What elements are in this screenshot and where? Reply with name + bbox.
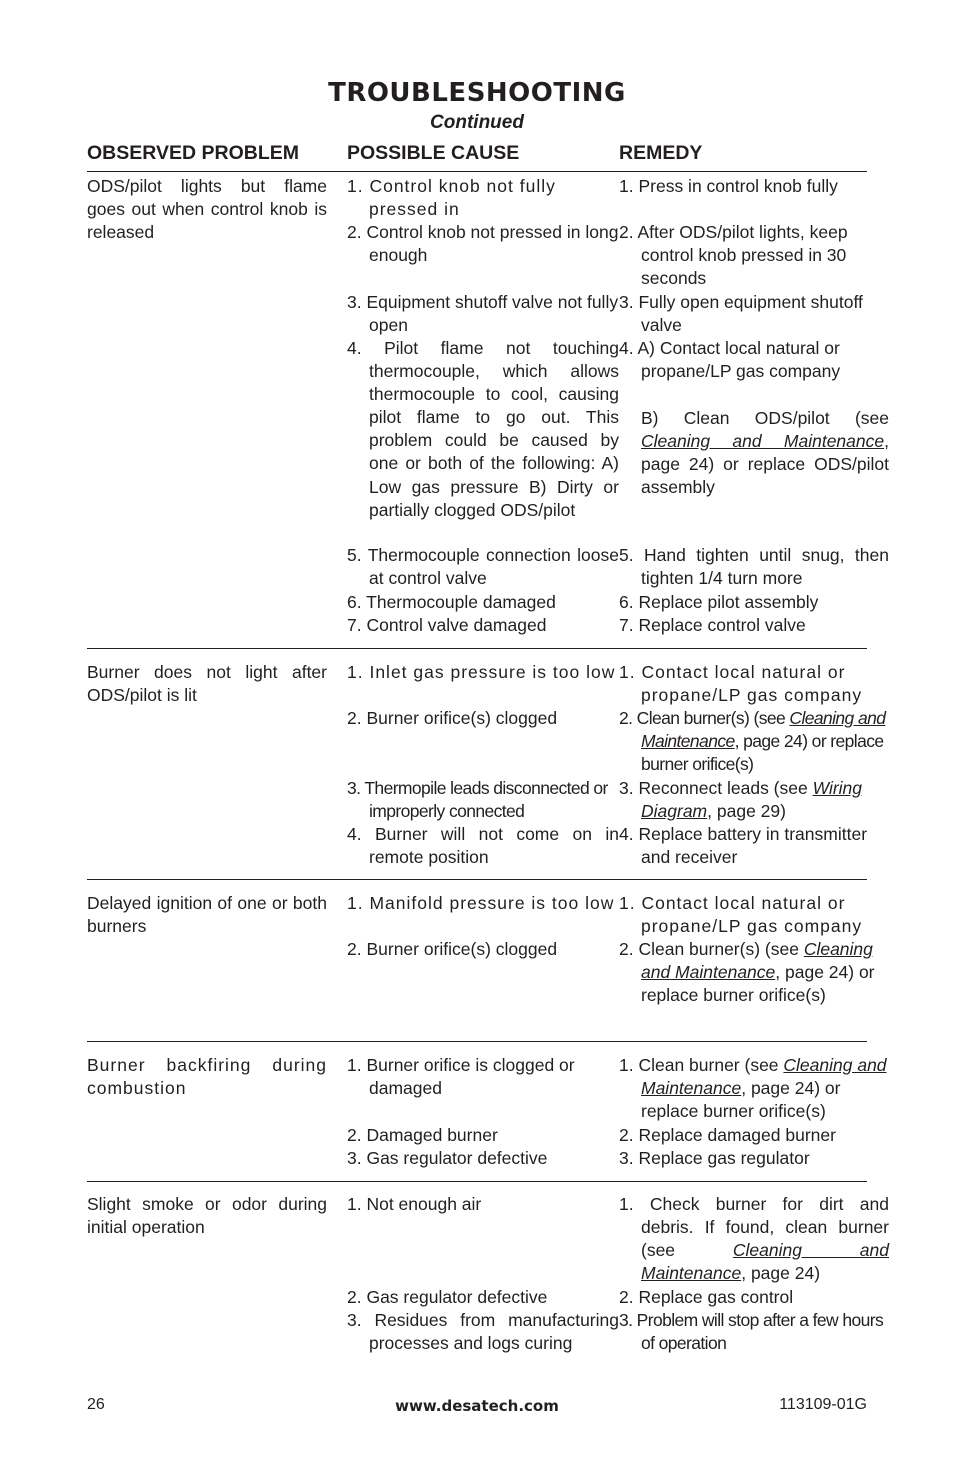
- remedy-item: 3. Reconnect leads (see Wiring Diagram, page 29): [619, 778, 863, 822]
- possible-cause-item: 6. Thermocouple damaged: [347, 592, 556, 612]
- remedy-item: 2. Clean burner(s) (see Cleaning and Maintenance, page 24) or replace burner orifice(s): [619, 708, 886, 775]
- remedy-item: 6. Replace pilot assembly: [619, 592, 819, 612]
- remedy-item: 1. Clean burner (see Cleaning and Maintenance, page 24) or replace burner orifice(s): [619, 1055, 887, 1122]
- observed-problem-text: Slight smoke or odor during initial operation: [87, 1194, 327, 1238]
- remedy-item: 4. A) Contact local natural or propane/LP gas company: [619, 338, 841, 382]
- possible-cause-item: 3. Thermopile leads disconnected or improperly connected: [347, 778, 608, 822]
- column-header-remedy: REMEDY: [619, 142, 703, 164]
- possible-cause-item: 7. Control valve damaged: [347, 615, 547, 635]
- remedy-item: 2. Replace gas control: [619, 1287, 794, 1307]
- cross-reference: Cleaning and Maintenance: [641, 431, 885, 452]
- row-divider: [87, 1041, 867, 1042]
- observed-problem-text: Burner backfiring during combustion: [87, 1055, 327, 1099]
- row-divider: [87, 648, 867, 649]
- page-title: TROUBLESHOOTING: [328, 78, 626, 108]
- remedy-item: 3. Replace gas regulator: [619, 1148, 810, 1168]
- remedy-item: 2. Replace damaged burner: [619, 1125, 836, 1145]
- possible-cause-item: 1. Inlet gas pressure is too low: [347, 662, 616, 682]
- remedy-item: 3. Problem will stop after a few hours of operation: [619, 1310, 884, 1354]
- possible-cause-item: 4. Pilot flame not touching thermocouple, which allows thermocouple to cool, causing pilot flame to go out. This problem could be caused by one or both of the following: A) Low gas pressure B) Dirty or partially clogged ODS/pilot: [347, 338, 619, 520]
- possible-cause-item: 3. Gas regulator defective: [347, 1148, 548, 1168]
- remedy-item: 2. Clean burner(s) (see Cleaning and Maintenance, page 24) or replace burner orifice(s): [619, 939, 875, 1006]
- possible-cause-item: 3. Residues from manufacturing processes and logs curing: [347, 1310, 619, 1354]
- possible-cause-item: 2. Damaged burner: [347, 1125, 498, 1145]
- remedy-item: 1. Check burner for dirt and debris. If found, clean burner (see Cleaning and Maintenance, page 24): [619, 1194, 890, 1284]
- possible-cause-item: 2. Burner orifice(s) clogged: [347, 708, 558, 728]
- cross-reference: Cleaning and Maintenance: [641, 708, 886, 752]
- row-divider: [87, 879, 867, 880]
- possible-cause-item: 1. Manifold pressure is too low: [347, 893, 615, 913]
- remedy-item: 7. Replace control valve: [619, 615, 806, 635]
- possible-cause-item: 2. Gas regulator defective: [347, 1287, 548, 1307]
- observed-problem-text: Burner does not light after ODS/pilot is lit: [87, 662, 327, 706]
- remedy-item: 1. Press in control knob fully: [619, 176, 838, 196]
- observed-problem-text: ODS/pilot lights but flame goes out when control knob is released: [87, 176, 327, 243]
- remedy-item: 2. After ODS/pilot lights, keep control knob pressed in 30 seconds: [619, 222, 848, 289]
- website-link[interactable]: www.desatech.com: [395, 1397, 559, 1415]
- possible-cause-item: 4. Burner will not come on in remote position: [347, 824, 619, 868]
- remedy-item: 3. Fully open equipment shutoff valve: [619, 292, 863, 336]
- possible-cause-item: 3. Equipment shutoff valve not fully open: [347, 292, 619, 336]
- cross-reference: Cleaning and Maintenance: [641, 939, 873, 983]
- possible-cause-item: 5. Thermocouple connection loose at control valve: [347, 545, 619, 589]
- remedy-item: 4. Replace battery in transmitter and receiver: [619, 824, 868, 868]
- possible-cause-item: 2. Burner orifice(s) clogged: [347, 939, 558, 959]
- possible-cause-item: 2. Control knob not pressed in long enough: [347, 222, 619, 266]
- possible-cause-item: 1. Burner orifice is clogged or damaged: [347, 1055, 575, 1099]
- possible-cause-item: 1. Control knob not fully pressed in: [347, 176, 556, 220]
- cross-reference: Cleaning and Maintenance: [641, 1055, 887, 1099]
- document-number: 113109-01G: [779, 1396, 867, 1413]
- cross-reference: Cleaning and Maintenance: [641, 1240, 890, 1284]
- page-subtitle: Continued: [430, 112, 524, 133]
- remedy-item: 1. Contact local natural or propane/LP gas company: [619, 893, 863, 937]
- remedy-item: B) Clean ODS/pilot (see Cleaning and Maintenance, page 24) or replace ODS/pilot assembly: [641, 408, 889, 498]
- cross-reference: Wiring Diagram: [641, 778, 863, 822]
- page-number: 26: [87, 1396, 105, 1413]
- header-divider: [87, 171, 867, 172]
- column-header-observed-problem: OBSERVED PROBLEM: [87, 142, 300, 164]
- row-divider: [87, 1181, 867, 1182]
- remedy-item: 1. Contact local natural or propane/LP gas company: [619, 662, 863, 706]
- possible-cause-item: 1. Not enough air: [347, 1194, 482, 1214]
- remedy-item: 5. Hand tighten until snug, then tighten 1/4 turn more: [619, 545, 889, 589]
- column-header-possible-cause: POSSIBLE CAUSE: [347, 142, 520, 164]
- observed-problem-text: Delayed ignition of one or both burners: [87, 893, 327, 937]
